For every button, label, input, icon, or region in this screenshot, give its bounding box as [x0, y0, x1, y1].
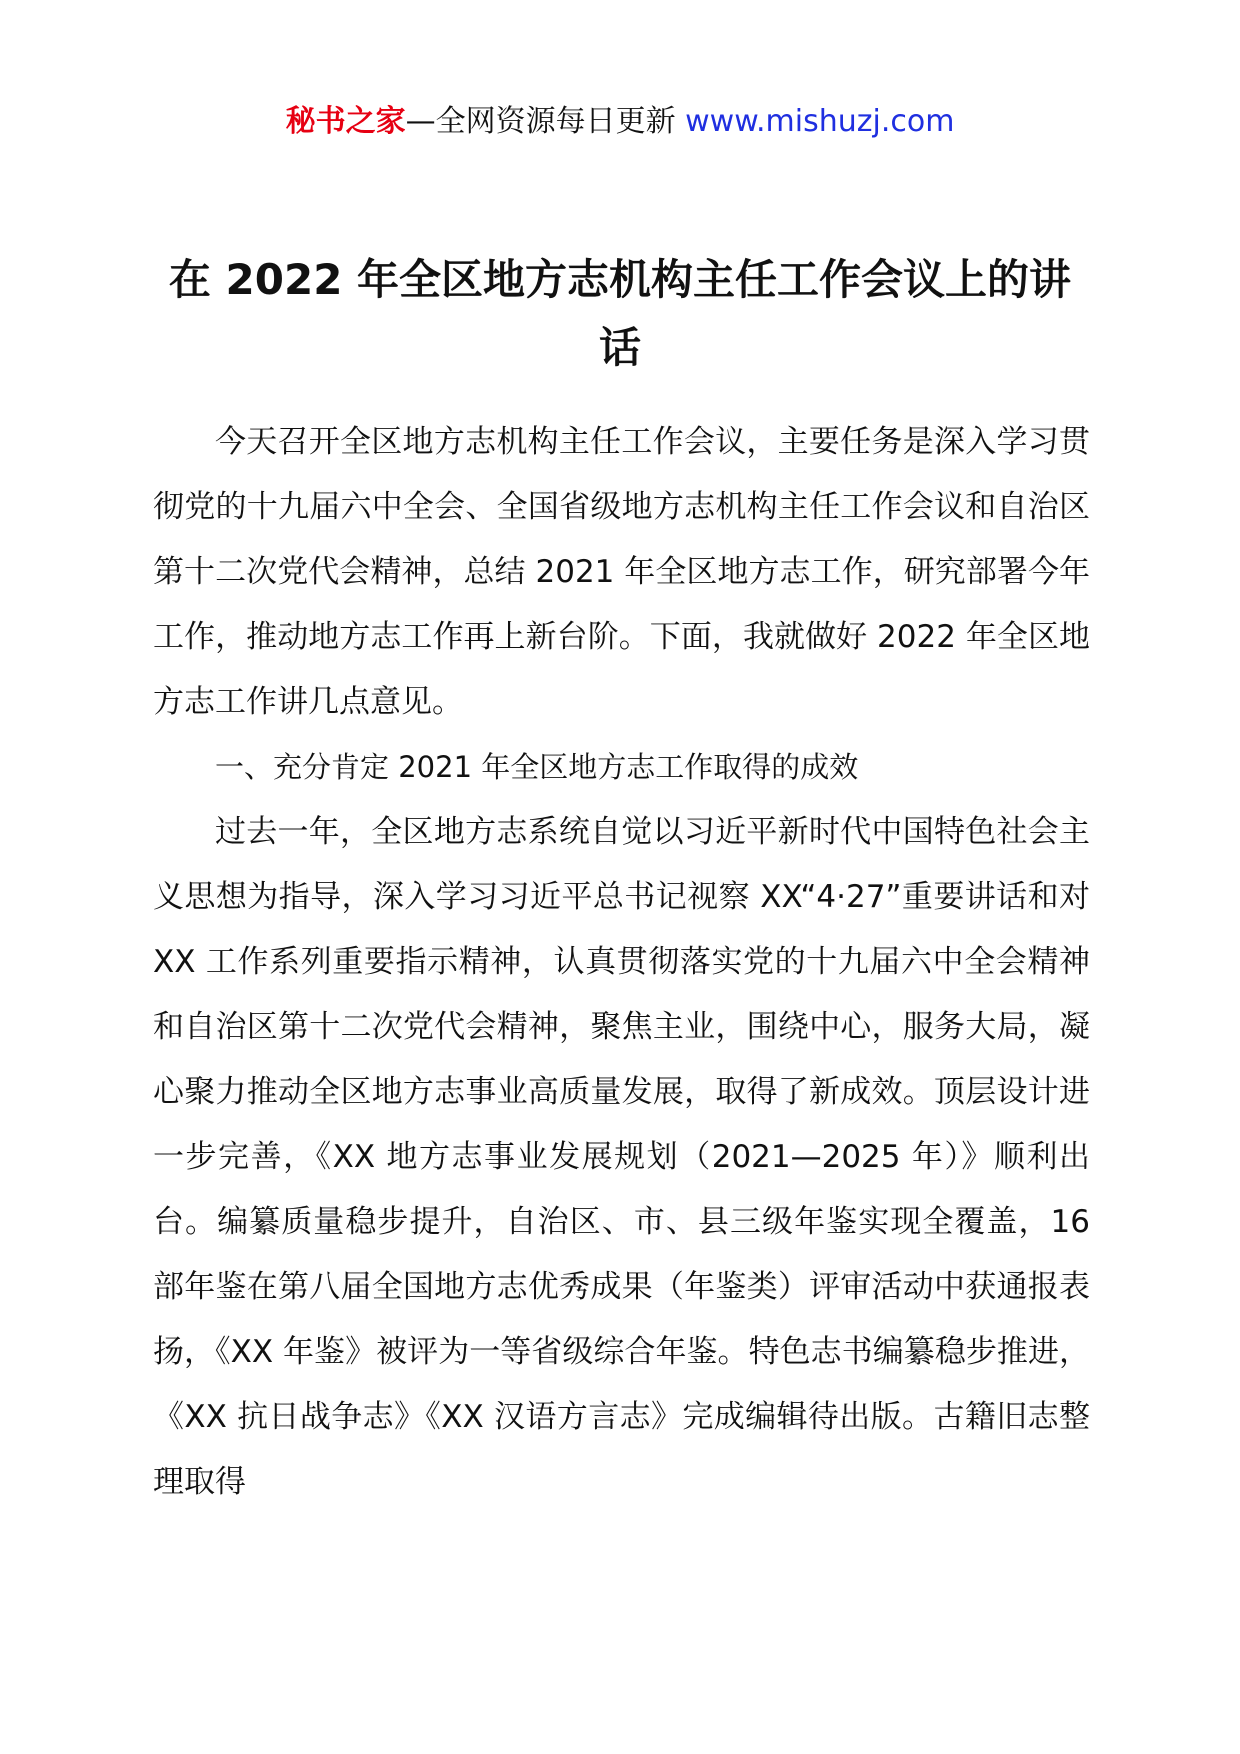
- document-title: 在 2022 年全区地方志机构主任工作会议上的讲话: [168, 255, 1072, 372]
- document-body: [153, 410, 1090, 1515]
- site-url-link[interactable]: www.mishuzj.com: [685, 104, 955, 139]
- intro-paragraph: 今天召开全区地方志机构主任工作会议，主要任务是深入学习贯彻党的十九届六中全会、全国省级地方志机构主任工作会议和自治区第十二次党代会精神，总结 2021 年全区地方志工作，研究部署今年工作，推动地方志工作再上新台阶。下面，我就做好 2022 年全区地方志工作讲几点意见。: [153, 424, 1090, 720]
- brand-name: 秘书之家: [285, 104, 406, 139]
- body-paragraph: 过去一年，全区地方志系统自觉以习近平新时代中国特色社会主义思想为指导，深入学习习近平总书记视察 XX“4·27”重要讲话和对 XX 工作系列重要指示精神，认真贯彻落实党的十九届六中全会精神和自治区第十二次党代会精神，聚焦主业，围绕中心，服务大局，凝心聚力推动全区地方志事业高质量发展，取得了新成效。顶层设计进一步完善，《XX 地方志事业发展规划（2021—2025 年）》顺利出台。编纂质量稳步提升，自治区、市、县三级年鉴实现全覆盖，16 部年鉴在第八届全国地方志优秀成果（年鉴类）评审活动中获通报表扬，《XX 年鉴》被评为一等省级综合年鉴。特色志书编纂稳步推进，《XX 抗日战争志》《XX 汉语方言志》完成编辑待出版。古籍旧志整理取得: [153, 814, 1090, 1500]
- banner-tagline: —全网资源每日更新: [405, 104, 676, 139]
- site-banner: [0, 100, 1240, 144]
- section-heading-1: 一、充分肯定 2021 年全区地方志工作取得的成效: [215, 750, 859, 784]
